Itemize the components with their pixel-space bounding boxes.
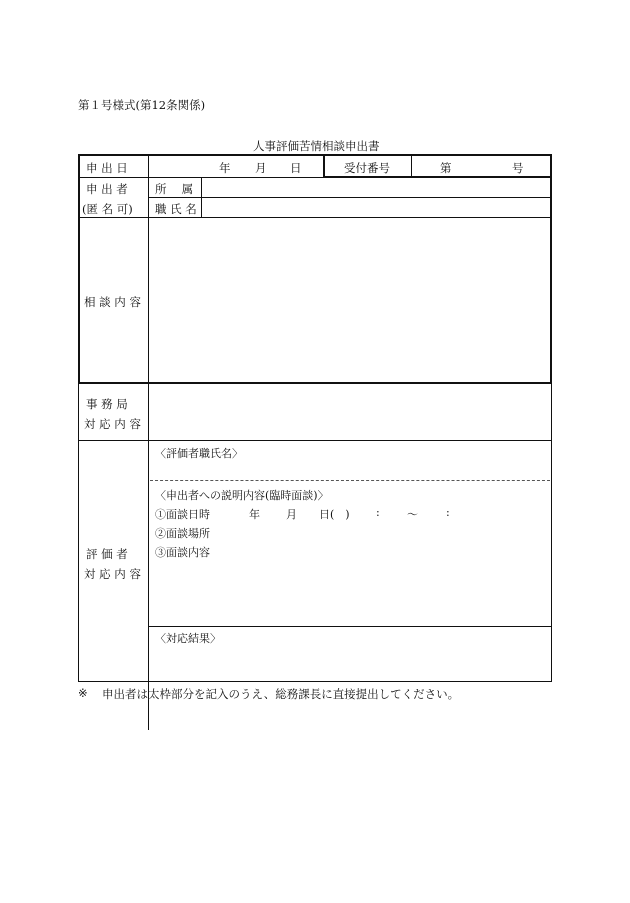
month-label: 月 — [255, 161, 267, 175]
frame-right — [550, 154, 552, 384]
applicant-label: 申 出 者 — [86, 182, 128, 196]
lower-left — [78, 384, 79, 682]
explanation-heading: 〈申出者への説明内容(臨時面談)〉 — [155, 489, 329, 502]
table-bottom — [78, 681, 552, 682]
frame-bottom — [78, 382, 552, 384]
dashed-separator — [150, 480, 550, 481]
receipt-divider — [323, 154, 325, 177]
title-name-label: 職 氏 名 — [155, 202, 197, 216]
date-label: 申 出 日 — [86, 161, 128, 175]
evaluator-label: 評 価 者 — [86, 547, 128, 561]
interview-colon-end: : — [446, 506, 450, 519]
footnote-mark: ※ — [78, 686, 88, 700]
applicant-bottom — [79, 217, 551, 218]
applicant-sublabel-divider — [201, 178, 202, 217]
receipt-inner-divider — [411, 155, 412, 177]
year-label: 年 — [219, 161, 231, 175]
gou-label: 号 — [512, 161, 524, 175]
secretariat-response-label: 対 応 内 容 — [84, 417, 141, 431]
interview-datetime-label: ①面談日時 — [155, 508, 210, 521]
lower-right — [551, 384, 552, 682]
result-top — [149, 626, 551, 627]
receipt-bottom — [323, 176, 552, 178]
interview-place-label: ②面談場所 — [155, 527, 210, 540]
dai-label: 第 — [440, 161, 452, 175]
frame-top — [78, 154, 552, 156]
consultation-label: 相 談 内 容 — [84, 295, 141, 309]
label-column-divider — [148, 155, 149, 730]
interview-month: 月 — [286, 508, 297, 521]
affiliation-label: 所 属 — [155, 182, 194, 196]
anonymous-ok-label: (匿 名 可) — [82, 202, 133, 216]
secretariat-bottom — [78, 440, 552, 441]
footnote-text: 申出者は太枠部分を記入のうえ、総務課長に直接提出してください。 — [102, 687, 460, 701]
evaluator-response-label: 対 応 内 容 — [84, 567, 141, 581]
interview-tilde: 〜 — [407, 508, 418, 521]
interview-content-label: ③面談内容 — [155, 546, 210, 559]
result-heading: 〈対応結果〉 — [155, 632, 221, 645]
affiliation-bottom — [149, 197, 551, 198]
interview-year: 年 — [249, 508, 260, 521]
receipt-number-label: 受付番号 — [344, 161, 390, 175]
evaluator-name-heading: 〈評価者職氏名〉 — [155, 447, 243, 460]
form-title: 人事評価苦情相談申出書 — [253, 139, 380, 153]
interview-colon-start: : — [376, 506, 380, 519]
form-number: 第１号様式(第12条関係) — [78, 98, 206, 112]
secretariat-label: 事 務 局 — [86, 397, 128, 411]
frame-left — [78, 154, 80, 384]
day-label: 日 — [290, 161, 302, 175]
interview-day: 日( ) — [319, 508, 350, 521]
